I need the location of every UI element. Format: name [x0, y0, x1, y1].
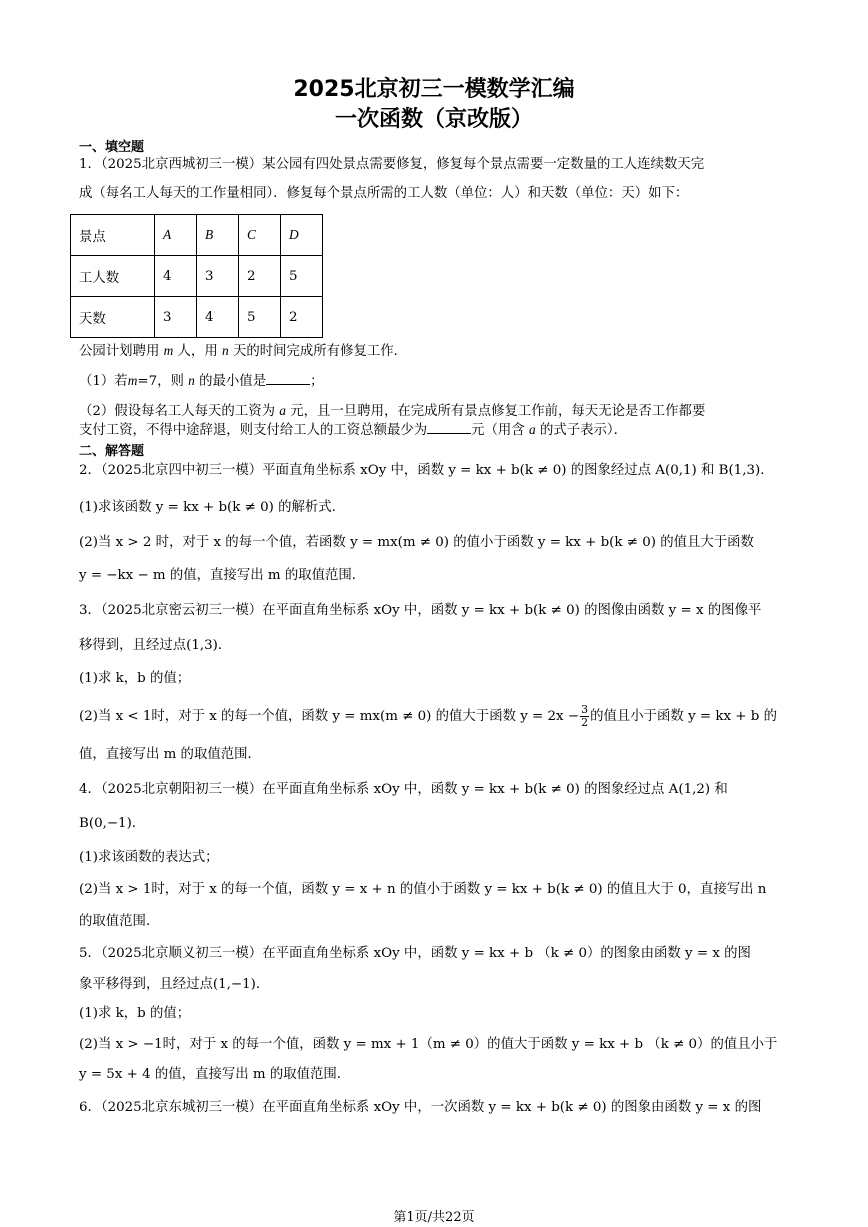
table-cell: 3 — [197, 256, 239, 297]
q4-part-2-line-1: (2)当 x > 1时，对于 x 的每一个值，函数 y = x + n 的值小于函数 y = kx + b(k ≠ 0) 的值且大于 0，直接写出 n — [79, 882, 767, 897]
repair-table — [70, 214, 323, 338]
table-cell: C — [239, 215, 281, 256]
q3-part-1: (1)求 k，b 的值； — [79, 671, 191, 686]
q1-part-2-line-1: （2）假设每名工人每天的工资为 a 元，且一旦聘用，在完成所有景点修复工作前，每天无论是否工作都要 — [79, 403, 706, 419]
q5-line-2: 象平移得到，且经过点(1,−1)． — [79, 977, 270, 992]
table-cell: D — [281, 215, 323, 256]
table-cell: 工人数 — [71, 256, 155, 297]
table-cell: 3 — [155, 297, 197, 338]
q2-part-2-line-2: y = −kx − m 的值，直接写出 m 的取值范围． — [79, 568, 366, 583]
table-cell: 2 — [281, 297, 323, 338]
table-cell: 5 — [281, 256, 323, 297]
document-title: 2025北京初三一模数学汇编 — [293, 77, 575, 102]
table-cell: 4 — [197, 297, 239, 338]
q1-part-2-line-2: 支付工资，不得中途辞退，则支付给工人的工资总额最少为 元（用含 a 的式子表示）． — [79, 422, 627, 438]
document-subtitle: 一次函数（京改版） — [334, 107, 533, 132]
q1-part-1: （1）若m=7，则 n 的最小值是 ； — [79, 373, 324, 389]
q2-line-1: 2．（2025北京四中初三一模）平面直角坐标系 xOy 中，函数 y = kx + b(k ≠ 0) 的图象经过点 A(0,1) 和 B(1,3)． — [79, 463, 774, 478]
q1-line-2: 成（每名工人每天的工作量相同）．修复每个景点所需的工人数（单位：人）和天数（单位：天）如下： — [79, 186, 689, 201]
q4-part-2-line-2: 的取值范围． — [79, 914, 160, 929]
table-cell: 2 — [239, 256, 281, 297]
q5-part-2-line-1: (2)当 x > −1时，对于 x 的每一个值，函数 y = mx + 1（m ≠ 0）的值大于函数 y = kx + b （k ≠ 0）的值且小于 — [79, 1037, 778, 1052]
table-cell: 天数 — [71, 297, 155, 338]
table-cell: B — [197, 215, 239, 256]
q6-line-1: 6．（2025北京东城初三一模）在平面直角坐标系 xOy 中，一次函数 y = kx + b(k ≠ 0) 的图象由函数 y = x 的图 — [79, 1100, 762, 1115]
q5-part-1: (1)求 k，b 的值； — [79, 1006, 191, 1021]
q3-part-2-line-2: 值，直接写出 m 的取值范围． — [79, 747, 261, 762]
q3-line-1: 3．（2025北京密云初三一模）在平面直角坐标系 xOy 中，函数 y = kx + b(k ≠ 0) 的图像由函数 y = x 的图像平 — [79, 603, 762, 618]
table-cell: 5 — [239, 297, 281, 338]
q4-part-1: (1)求该函数的表达式； — [79, 850, 219, 865]
q2-part-2-line-1: (2)当 x > 2 时，对于 x 的每一个值，若函数 y = mx(m ≠ 0) 的值小于函数 y = kx + b(k ≠ 0) 的值且大于函数 — [79, 535, 754, 550]
q1-line-3: 公园计划聘用 m 人，用 n 天的时间完成所有修复工作． — [79, 343, 408, 359]
table-header-row — [71, 215, 323, 256]
q3-line-2: 移得到，且经过点(1,3)． — [79, 638, 232, 653]
table-cell: A — [155, 215, 197, 256]
q1-line-1: 1．（2025北京西城初三一模）某公园有四处景点需要修复，修复每个景点需要一定数量的工人连续数天完 — [79, 157, 705, 172]
q2-part-1: (1)求该函数 y = kx + b(k ≠ 0) 的解析式． — [79, 500, 346, 515]
section-heading-fill-blank: 一、填空题 — [79, 140, 145, 155]
q4-line-1: 4．（2025北京朝阳初三一模）在平面直角坐标系 xOy 中，函数 y = kx + b(k ≠ 0) 的图象经过点 A(1,2) 和 — [79, 782, 728, 797]
table-row — [71, 297, 323, 338]
answer-blank — [427, 421, 471, 434]
table-cell: 景点 — [71, 215, 155, 256]
q4-line-2: B(0,−1)． — [79, 816, 146, 831]
section-heading-solutions: 二、解答题 — [79, 444, 145, 459]
table-cell: 4 — [155, 256, 197, 297]
page-footer: 第1页/共22页 — [393, 1210, 475, 1225]
q5-line-1: 5．（2025北京顺义初三一模）在平面直角坐标系 xOy 中，函数 y = kx + b （k ≠ 0）的图象由函数 y = x 的图 — [79, 946, 751, 961]
fraction: $\frac{3}{2}$ — [581, 703, 589, 729]
q5-part-2-line-2: y = 5x + 4 的值，直接写出 m 的取值范围． — [79, 1067, 351, 1082]
answer-blank — [266, 372, 310, 385]
table-row — [71, 256, 323, 297]
q3-part-2-line-1: (2)当 x < 1时，对于 x 的每一个值，函数 y = mx(m ≠ 0) 的值大于函数 y = 2x − $\frac{3}{2}$ 的值且小于函数 y = kx + b 的 — [79, 703, 777, 729]
